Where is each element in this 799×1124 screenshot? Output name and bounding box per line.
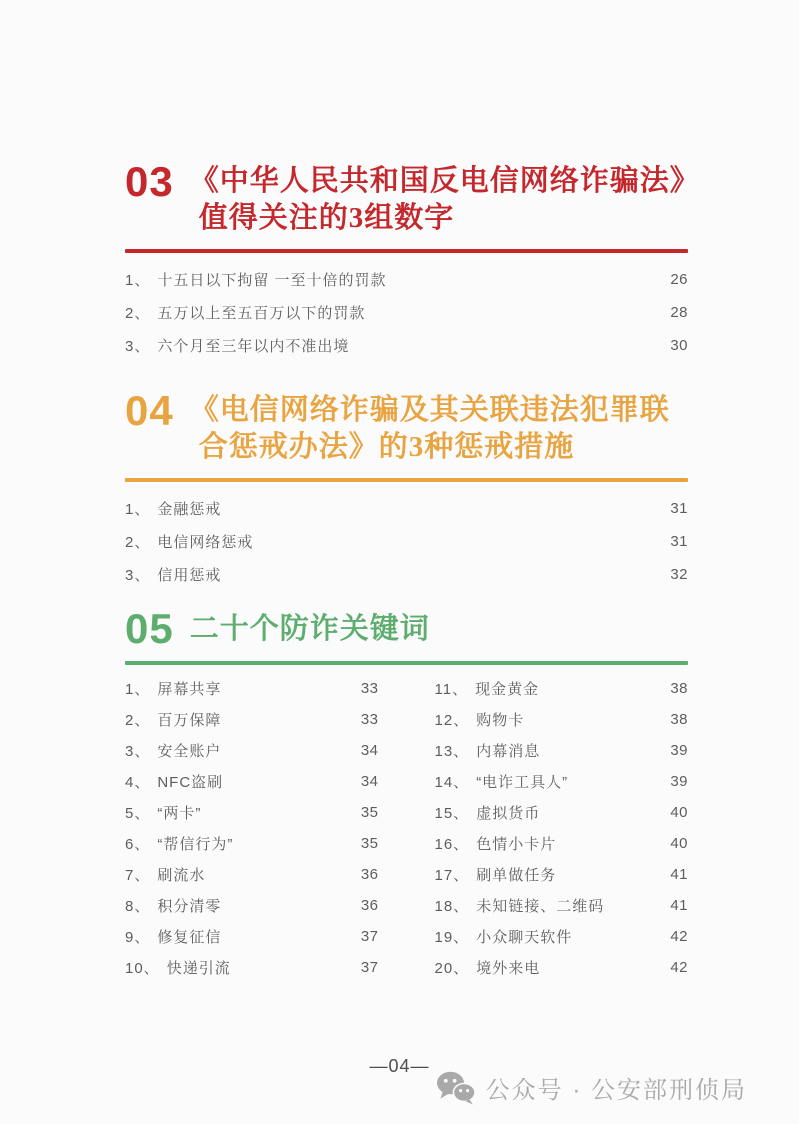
- toc-item-text: 快递引流: [166, 960, 231, 977]
- toc-item-page: 42: [670, 928, 688, 945]
- toc-item-page: 39: [670, 742, 688, 759]
- toc-item: [125, 766, 379, 797]
- wechat-icon: [436, 1071, 476, 1105]
- toc-item-number: 2、: [125, 534, 151, 551]
- toc-item-text: 五万以上至五百万以下的罚款: [157, 305, 366, 322]
- toc-item-text: 未知链接、二维码: [476, 898, 605, 915]
- toc-item-text: 积分清零: [157, 898, 222, 915]
- account-watermark-text: 公众号 · 公安部刑侦局: [485, 1077, 747, 1104]
- toc-item: [435, 673, 689, 704]
- toc-item-text: “电诈工具人”: [476, 774, 569, 791]
- toc-item-number: 16、: [434, 836, 470, 853]
- toc-item-page: 37: [360, 959, 379, 976]
- toc-item: [435, 735, 689, 766]
- toc-item-number: 4、: [125, 774, 151, 791]
- toc-item-text: 六个月至三年以内不准出境: [157, 338, 350, 355]
- toc-item-page: 32: [670, 566, 688, 583]
- toc-item-label: [435, 895, 605, 916]
- toc-item-label: [435, 678, 540, 699]
- toc-item-number: 3、: [125, 567, 151, 584]
- toc-item: [125, 921, 379, 952]
- toc-item-number: 7、: [125, 867, 151, 884]
- toc-item-label: [125, 678, 221, 699]
- section-03-heading: [125, 158, 700, 237]
- toc-item-label: [125, 709, 221, 730]
- toc-item: [435, 828, 689, 859]
- toc-item-number: 2、: [125, 305, 151, 322]
- toc-item-number: 17、: [434, 867, 470, 884]
- toc-item-number: 10、: [125, 960, 160, 977]
- toc-item: [125, 558, 688, 591]
- toc-item-label: [125, 833, 233, 854]
- toc-item-page: 42: [670, 959, 688, 976]
- toc-item-label: [125, 802, 201, 823]
- section-title-line2: 合惩戒办法》的3种惩戒措施: [198, 431, 575, 463]
- toc-item-page: 41: [670, 866, 688, 883]
- toc-list: [125, 492, 688, 591]
- toc-item-number: 5、: [125, 805, 151, 822]
- toc-item-number: 11、: [434, 681, 469, 698]
- toc-item-text: 修复征信: [157, 929, 222, 946]
- keyword-column-left: [125, 673, 379, 983]
- toc-item: [125, 952, 379, 983]
- toc-item-label: [435, 740, 541, 761]
- toc-item: [125, 797, 379, 828]
- toc-item-number: 8、: [125, 898, 151, 915]
- toc-item-page: 34: [360, 773, 379, 790]
- toc-item-page: 36: [360, 897, 379, 914]
- toc-item-text: “帮信行为”: [157, 836, 234, 853]
- account-watermark: [436, 1070, 747, 1105]
- section-title-line1: 《中华人民共和国反电信网络诈骗法》: [189, 165, 700, 197]
- toc-item-label: [125, 771, 223, 792]
- toc-item-number: 6、: [125, 836, 151, 853]
- section-title: [190, 609, 430, 649]
- toc-item-page: 39: [670, 773, 688, 790]
- toc-item-page: 40: [670, 804, 688, 821]
- toc-item: [125, 704, 379, 735]
- toc-item: [435, 952, 689, 983]
- toc-item-number: 18、: [434, 898, 470, 915]
- toc-item-number: 20、: [434, 960, 470, 977]
- toc-item-text: 购物卡: [476, 712, 525, 729]
- toc-page-content: [125, 0, 700, 983]
- toc-item-text: 信用惩戒: [157, 567, 222, 584]
- toc-item-number: 3、: [125, 338, 151, 355]
- toc-item: [435, 797, 689, 828]
- toc-item: [125, 828, 379, 859]
- toc-item-number: 9、: [125, 929, 151, 946]
- toc-item-page: 31: [670, 500, 688, 517]
- toc-item-text: “两卡”: [157, 805, 202, 822]
- section-03: [125, 158, 700, 362]
- section-04-heading: [125, 387, 688, 466]
- section-title-line1: 二十个防诈关键词: [189, 613, 430, 645]
- toc-item: [125, 890, 379, 921]
- toc-item: [435, 766, 689, 797]
- toc-item-label: [435, 926, 573, 947]
- toc-item-label: [435, 771, 569, 792]
- toc-item-text: 小众聊天软件: [476, 929, 573, 946]
- toc-item: [435, 890, 689, 921]
- toc-item-label: [125, 957, 231, 978]
- toc-item: [125, 296, 688, 329]
- toc-item-text: 虚拟货币: [476, 805, 541, 822]
- toc-item-label: [125, 564, 221, 585]
- section-number: 05: [125, 605, 174, 652]
- toc-item: [435, 704, 689, 735]
- toc-item-page: 38: [670, 711, 688, 728]
- section-title: [190, 392, 670, 466]
- toc-item-page: 26: [670, 271, 688, 288]
- toc-item: [125, 735, 379, 766]
- toc-item-label: [125, 269, 387, 290]
- toc-item-number: 13、: [434, 743, 470, 760]
- section-divider: [125, 478, 688, 482]
- toc-item: [125, 859, 379, 890]
- section-divider: [125, 249, 688, 253]
- toc-item: [125, 492, 688, 525]
- toc-item-label: [435, 833, 557, 854]
- toc-item-text: 屏幕共享: [157, 681, 222, 698]
- section-04: [125, 387, 688, 591]
- toc-item-text: 色情小卡片: [476, 836, 557, 853]
- section-divider: [125, 661, 688, 665]
- toc-item-label: [435, 864, 557, 885]
- section-title: [189, 163, 700, 237]
- toc-item-label: [435, 709, 525, 730]
- toc-item: [435, 859, 689, 890]
- toc-item-page: 41: [670, 897, 688, 914]
- toc-item-label: [125, 531, 253, 552]
- toc-item-label: [125, 895, 221, 916]
- toc-item-text: 境外来电: [476, 960, 541, 977]
- section-title-line1: 《电信网络诈骗及其关联违法犯罪联: [189, 394, 670, 426]
- toc-item-text: 刷单做任务: [476, 867, 557, 884]
- toc-item-page: 40: [670, 835, 688, 852]
- toc-item: [125, 525, 688, 558]
- toc-item-label: [125, 498, 221, 519]
- section-05-heading: [125, 605, 688, 652]
- toc-item-label: [125, 926, 221, 947]
- toc-item-text: 安全账户: [157, 743, 222, 760]
- toc-item-text: 金融惩戒: [157, 501, 222, 518]
- toc-item-label: [125, 740, 221, 761]
- section-number: 03: [125, 158, 174, 205]
- toc-item-text: 现金黄金: [475, 681, 540, 698]
- toc-item-number: 2、: [125, 712, 151, 729]
- toc-item-number: 3、: [125, 743, 151, 760]
- toc-item-page: 35: [360, 835, 379, 852]
- toc-item-page: 35: [360, 804, 379, 821]
- toc-item-text: 内幕消息: [476, 743, 541, 760]
- toc-item-label: [435, 957, 541, 978]
- toc-item-text: 电信网络惩戒: [157, 534, 254, 551]
- toc-item-label: [125, 302, 365, 323]
- toc-item-page: 38: [670, 680, 688, 697]
- toc-item-page: 31: [670, 533, 688, 550]
- toc-item-page: 33: [360, 711, 379, 728]
- toc-item-number: 19、: [434, 929, 470, 946]
- toc-item-text: NFC盗刷: [157, 774, 224, 791]
- section-05: [125, 605, 688, 983]
- toc-item-number: 14、: [434, 774, 470, 791]
- toc-item: [435, 921, 689, 952]
- toc-item-page: 36: [360, 866, 379, 883]
- toc-item-label: [125, 864, 205, 885]
- toc-item-number: 1、: [125, 501, 151, 518]
- toc-item-page: 30: [670, 337, 688, 354]
- toc-item-page: 33: [360, 680, 379, 697]
- toc-item-text: 十五日以下拘留 一至十倍的罚款: [157, 272, 387, 289]
- toc-item-number: 1、: [125, 272, 151, 289]
- section-title-line2: 值得关注的3组数字: [198, 202, 455, 234]
- toc-item-page: 34: [360, 742, 379, 759]
- toc-item: [125, 673, 379, 704]
- page-number-marker: —04—: [369, 1056, 430, 1076]
- toc-item: [125, 263, 688, 296]
- toc-item-label: [125, 335, 349, 356]
- keyword-column-right: [435, 673, 689, 983]
- toc-item-text: 刷流水: [157, 867, 206, 884]
- toc-item-number: 12、: [434, 712, 470, 729]
- toc-item: [125, 329, 688, 362]
- toc-item-page: 37: [360, 928, 379, 945]
- toc-list: [125, 263, 688, 362]
- toc-item-number: 1、: [125, 681, 151, 698]
- toc-item-label: [435, 802, 541, 823]
- toc-item-page: 28: [670, 304, 688, 321]
- keyword-columns: [125, 673, 688, 983]
- section-number: 04: [125, 387, 174, 434]
- toc-item-number: 15、: [434, 805, 470, 822]
- toc-item-text: 百万保障: [157, 712, 222, 729]
